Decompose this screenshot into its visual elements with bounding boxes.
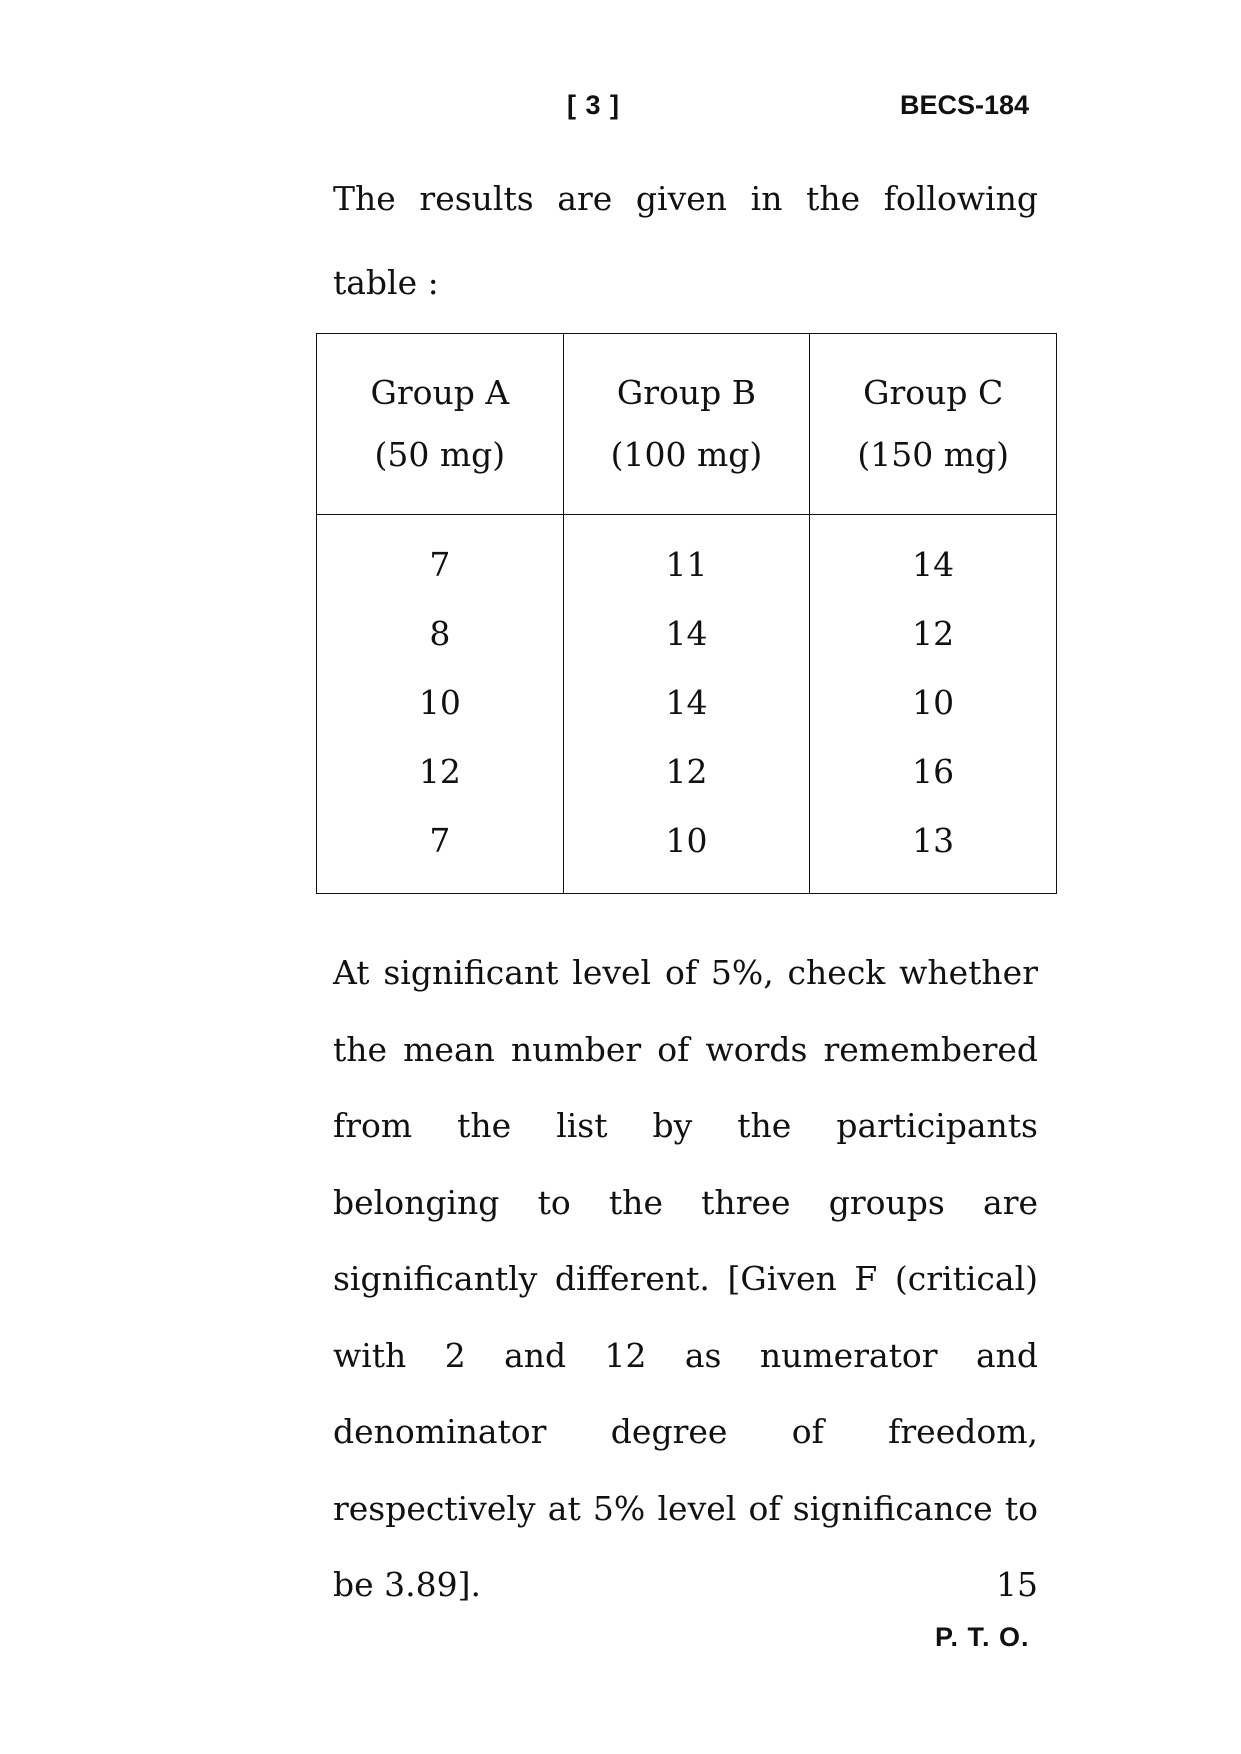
column-header-name: Group C <box>863 373 1004 412</box>
marks: 15 <box>996 1565 1038 1604</box>
column-header-name: Group A <box>370 373 510 412</box>
table-cell: 14 <box>810 515 1057 600</box>
table-cell: 12 <box>563 737 810 806</box>
results-table <box>316 333 1057 894</box>
table-cell: 16 <box>810 737 1057 806</box>
table-cell: 13 <box>810 806 1057 894</box>
column-header-group-b <box>563 334 810 515</box>
table-cell: 14 <box>563 599 810 668</box>
table-cell: 10 <box>563 806 810 894</box>
column-header-group-c <box>810 334 1057 515</box>
table-cell: 7 <box>317 515 564 600</box>
column-header-group-a <box>317 334 564 515</box>
column-header-dose: (150 mg) <box>857 435 1009 474</box>
column-header-dose: (50 mg) <box>374 435 506 474</box>
table-cell: 7 <box>317 806 564 894</box>
table-row <box>317 668 1057 737</box>
table-cell: 10 <box>317 668 564 737</box>
table-cell: 12 <box>317 737 564 806</box>
page-number: [ 3 ] <box>567 90 621 120</box>
table-cell: 8 <box>317 599 564 668</box>
table-cell: 12 <box>810 599 1057 668</box>
table-row <box>317 737 1057 806</box>
please-turn-over: P. T. O. <box>935 1622 1030 1652</box>
table-cell: 14 <box>563 668 810 737</box>
column-header-dose: (100 mg) <box>610 435 763 474</box>
table-row <box>317 599 1057 668</box>
course-code: BECS-184 <box>900 90 1030 120</box>
table-cell: 11 <box>563 515 810 600</box>
column-header-name: Group B <box>616 373 757 412</box>
table-row <box>317 806 1057 894</box>
table-row <box>317 515 1057 600</box>
question-paragraph <box>333 935 1038 1624</box>
question-text: At significant level of 5%, check whether the mean number of words remembered from the list by the participants belonging to the three groups are significantly different. [Given F (critical) with 2 and 12 as numerator and denominator degree of freedom, respectively at 5% level of significance to be 3.89]. <box>333 953 1038 1604</box>
table-header-row <box>317 334 1057 515</box>
table-cell: 10 <box>810 668 1057 737</box>
intro-paragraph: The results are given in the following table : <box>333 179 1038 302</box>
